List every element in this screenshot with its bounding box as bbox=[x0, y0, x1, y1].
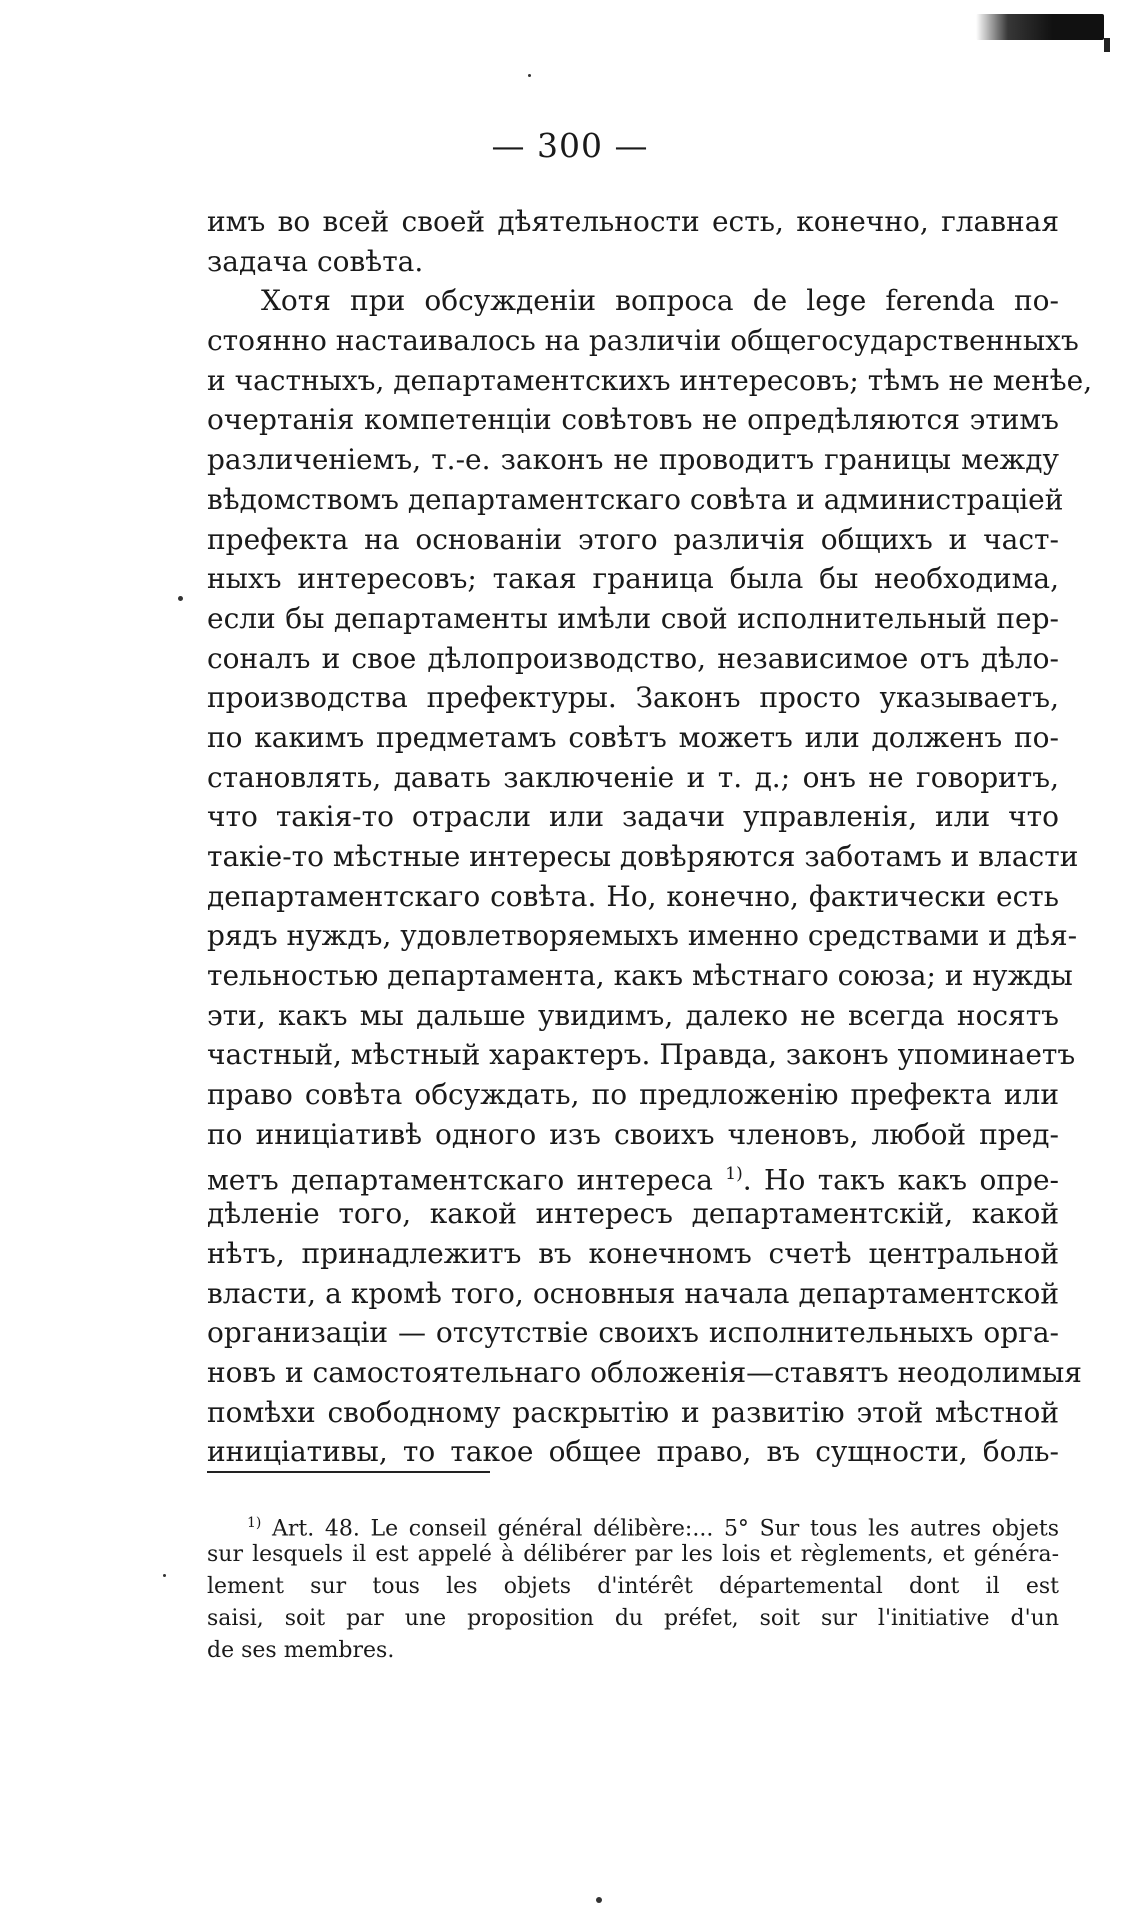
scan-speck bbox=[163, 1574, 166, 1577]
footnote-line: lement sur tous les objets d'intérêt départemental dont il est bbox=[207, 1574, 1059, 1599]
body-line: по какимъ предметамъ совѣтъ можетъ или долженъ по- bbox=[207, 720, 1059, 754]
footnote-marker: 1) bbox=[247, 1515, 262, 1531]
body-line: тельностью департамента, какъ мѣстнаго союза; и нужды bbox=[207, 959, 1073, 993]
body-line: такіе-то мѣстные интересы довѣряются заботамъ и власти bbox=[207, 840, 1079, 873]
body-line: если бы департаменты имѣли свой исполнительный пер- bbox=[207, 601, 1059, 635]
body-line: что такія-то отрасли или задачи управленія, или что bbox=[207, 800, 1059, 834]
body-line: департаментскаго совѣта. Но, конечно, фактически есть bbox=[207, 879, 1059, 913]
body-line: право совѣта обсуждать, по предложенію префекта или bbox=[207, 1078, 1059, 1112]
body-line: вѣдомствомъ департаментскаго совѣта и администраціей bbox=[207, 482, 1064, 516]
body-line: власти, а кромѣ того, основныя начала департаментской bbox=[207, 1276, 1059, 1310]
body-line: и частныхъ, департаментскихъ интересовъ; тѣмъ не менѣе, bbox=[207, 363, 1093, 397]
body-line-with-footnote-ref bbox=[207, 1155, 1059, 1195]
body-line-tail: . Но такъ какъ опре- bbox=[742, 1162, 1059, 1196]
scan-speck bbox=[178, 596, 183, 601]
page-number: — 300 — bbox=[491, 126, 649, 165]
body-line: эти, какъ мы дальше увидимъ, далеко не всегда носятъ bbox=[207, 998, 1059, 1032]
footnotes bbox=[207, 1507, 1059, 1667]
body-line: производства префектуры. Законъ просто указываетъ, bbox=[207, 681, 1059, 715]
body-text bbox=[207, 202, 1093, 1472]
body-line: иниціативы, то такое общее право, въ сущности, боль- bbox=[207, 1435, 1059, 1469]
body-line: различеніемъ, т.-е. законъ не проводитъ границы между bbox=[207, 443, 1059, 477]
body-line-head: метъ департаментскаго интереса bbox=[207, 1162, 713, 1196]
body-line: помѣхи свободному раскрытію и развитію этой мѣстной bbox=[207, 1395, 1059, 1429]
footnote-line bbox=[207, 1507, 1059, 1542]
body-line: нѣтъ, принадлежитъ въ конечномъ счетѣ центральной bbox=[207, 1236, 1059, 1270]
body-line: имъ во всей своей дѣятельности есть, конечно, главная bbox=[207, 205, 1059, 238]
body-line: стоянно настаивалось на различіи общегосударственныхъ bbox=[207, 324, 1079, 358]
body-line: соналъ и свое дѣлопроизводство, независимое отъ дѣло- bbox=[207, 641, 1059, 675]
scan-artifact-small bbox=[1104, 38, 1110, 52]
body-line: рядъ нуждъ, удовлетворяемыхъ именно средствами и дѣя- bbox=[207, 919, 1078, 953]
scan-speck bbox=[596, 1897, 602, 1903]
footnote-reference: 1) bbox=[725, 1163, 743, 1184]
body-line: задача совѣта. bbox=[207, 244, 424, 278]
footnote-line: saisi, soit par une proposition du préfet, soit sur l'initiative d'un bbox=[207, 1606, 1059, 1631]
body-line: очертанія компетенціи совѣтовъ не опредѣляются этимъ bbox=[207, 403, 1059, 437]
body-line: становлять, давать заключеніе и т. д.; онъ не говоритъ, bbox=[207, 760, 1059, 794]
body-line: ныхъ интересовъ; такая граница была бы необходима, bbox=[207, 562, 1059, 596]
body-line: частный, мѣстный характеръ. Правда, законъ упоминаетъ bbox=[207, 1038, 1076, 1072]
body-line: Хотя при обсужденіи вопроса de lege ferenda по- bbox=[261, 284, 1059, 318]
footnote-separator bbox=[207, 1471, 490, 1473]
body-line: префекта на основаніи этого различія общихъ и част- bbox=[207, 522, 1059, 556]
scan-speck bbox=[528, 74, 531, 77]
body-line: новъ и самостоятельнаго обложенія—ставятъ неодолимыя bbox=[207, 1355, 1082, 1389]
footnote-line: sur lesquels il est appelé à délibérer par les lois et règlements, et généra- bbox=[207, 1542, 1059, 1567]
body-line: организаціи — отсутствіе своихъ исполнительныхъ орга- bbox=[207, 1316, 1059, 1350]
body-line: дѣленіе того, какой интересъ департаментскій, какой bbox=[207, 1197, 1059, 1231]
footnote-line: de ses membres. bbox=[207, 1638, 395, 1663]
body-line: по иниціативѣ одного изъ своихъ членовъ, любой пред- bbox=[207, 1117, 1059, 1151]
scan-artifact bbox=[976, 14, 1104, 40]
footnote-text: Art. 48. Le conseil général délibère:... 5° Sur tous les autres objets bbox=[272, 1516, 1059, 1542]
